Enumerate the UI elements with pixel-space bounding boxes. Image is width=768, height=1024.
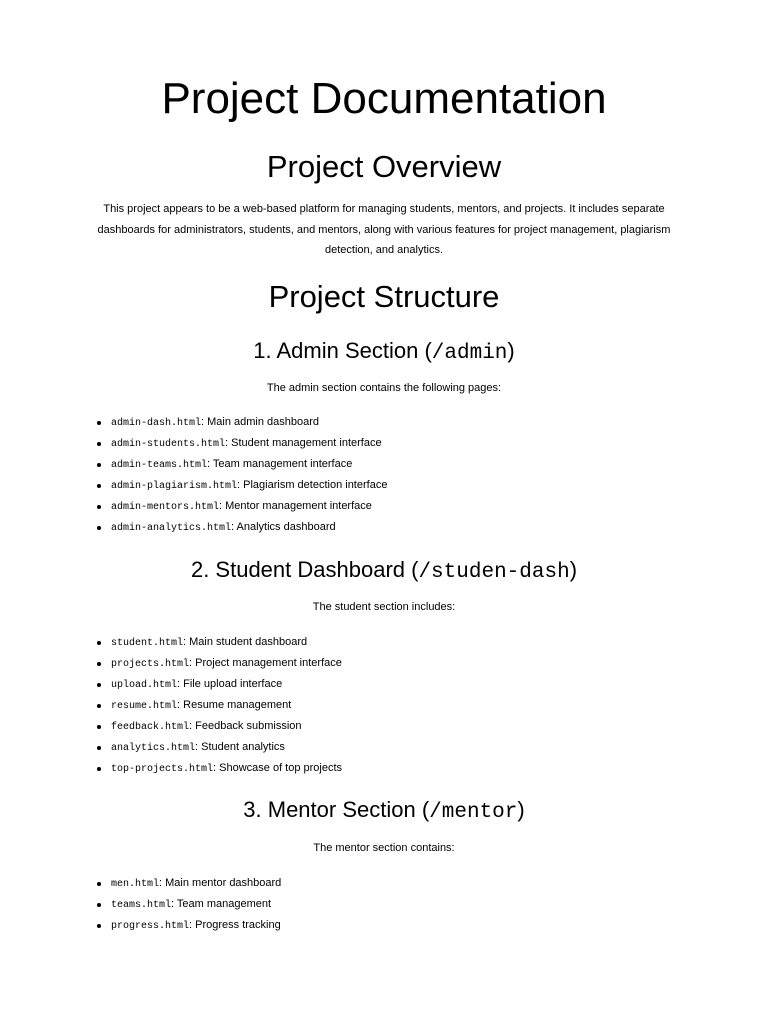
file-name: men.html xyxy=(111,879,160,890)
mentor-section-lead: The mentor section contains: xyxy=(313,842,455,854)
file-name: feedback.html xyxy=(111,722,190,733)
list-item xyxy=(0,758,768,779)
bullet-icon xyxy=(97,421,101,425)
file-description: : Showcase of top projects xyxy=(213,762,343,774)
file-name: upload.html xyxy=(111,680,178,691)
student-file-list xyxy=(0,632,768,779)
mentor-heading-suffix: ) xyxy=(517,797,525,822)
file-description: : Resume management xyxy=(177,699,292,711)
bullet-icon xyxy=(97,505,101,509)
file-name: analytics.html xyxy=(111,743,196,754)
mentor-section-heading xyxy=(0,796,768,827)
file-name: admin-plagiarism.html xyxy=(111,481,238,492)
page-title: Project Documentation xyxy=(161,74,607,123)
list-item xyxy=(0,433,768,454)
list-item xyxy=(0,496,768,517)
file-name: admin-analytics.html xyxy=(111,523,232,534)
file-description: : Student analytics xyxy=(195,741,285,753)
file-description: : Mentor management interface xyxy=(219,500,372,512)
mentor-path: /mentor xyxy=(429,801,518,824)
file-description: : Team management interface xyxy=(207,458,353,470)
admin-section-lead: The admin section contains the following pages: xyxy=(266,382,502,394)
file-name: admin-students.html xyxy=(111,439,226,450)
structure-heading: Project Structure xyxy=(268,279,500,314)
bullet-icon xyxy=(97,641,101,645)
admin-heading-prefix: 1. Admin Section ( xyxy=(253,338,432,363)
file-description: : Student management interface xyxy=(225,437,382,449)
student-section-lead: The student section includes: xyxy=(312,601,456,613)
file-name: resume.html xyxy=(111,701,178,712)
admin-section-heading xyxy=(0,337,768,368)
list-item xyxy=(0,412,768,433)
bullet-icon xyxy=(97,725,101,729)
student-heading-prefix: 2. Student Dashboard ( xyxy=(190,557,419,582)
file-description: : Main admin dashboard xyxy=(201,416,320,428)
file-description: : Progress tracking xyxy=(189,919,281,931)
list-item xyxy=(0,674,768,695)
admin-path: /admin xyxy=(431,342,508,365)
list-item xyxy=(0,915,768,936)
bullet-icon xyxy=(97,526,101,530)
file-description: : Project management interface xyxy=(189,657,342,669)
bullet-icon xyxy=(97,662,101,666)
file-description: : Main mentor dashboard xyxy=(159,877,282,889)
file-name: top-projects.html xyxy=(111,764,214,775)
list-item xyxy=(0,894,768,915)
bullet-icon xyxy=(97,683,101,687)
admin-heading-suffix: ) xyxy=(507,338,515,363)
bullet-icon xyxy=(97,463,101,467)
student-path: /studen-dash xyxy=(418,561,570,584)
bullet-icon xyxy=(97,767,101,771)
bullet-icon xyxy=(97,442,101,446)
file-name: teams.html xyxy=(111,900,172,911)
bullet-icon xyxy=(97,484,101,488)
list-item xyxy=(0,737,768,758)
file-name: admin-mentors.html xyxy=(111,502,220,513)
file-description: : Analytics dashboard xyxy=(231,521,336,533)
file-description: : Team management xyxy=(171,898,272,910)
list-item xyxy=(0,454,768,475)
file-description: : Feedback submission xyxy=(189,720,302,732)
bullet-icon xyxy=(97,882,101,886)
file-description: : File upload interface xyxy=(177,678,283,690)
file-description: : Plagiarism detection interface xyxy=(237,479,388,491)
student-section-heading xyxy=(0,556,768,587)
file-name: progress.html xyxy=(111,921,190,932)
bullet-icon xyxy=(97,746,101,750)
file-name: admin-teams.html xyxy=(111,460,208,471)
list-item xyxy=(0,632,768,653)
list-item xyxy=(0,517,768,538)
file-name: student.html xyxy=(111,638,184,649)
mentor-heading-prefix: 3. Mentor Section ( xyxy=(243,797,430,822)
mentor-file-list xyxy=(0,873,768,936)
student-heading-suffix: ) xyxy=(569,557,578,582)
admin-file-list xyxy=(0,412,768,538)
file-description: : Main student dashboard xyxy=(183,636,308,648)
list-item xyxy=(0,716,768,737)
list-item xyxy=(0,873,768,894)
bullet-icon xyxy=(97,903,101,907)
list-item xyxy=(0,653,768,674)
file-name: projects.html xyxy=(111,659,190,670)
file-name: admin-dash.html xyxy=(111,418,202,429)
overview-heading: Project Overview xyxy=(266,149,502,184)
overview-text: This project appears to be a web-based platform for managing students, mentors, and projects. It includes separate dashboards for administrators, students, and mentors, along with various features for project management, plagiarism detection, and analytics. xyxy=(97,203,671,256)
list-item xyxy=(0,695,768,716)
bullet-icon xyxy=(97,924,101,928)
list-item xyxy=(0,475,768,496)
bullet-icon xyxy=(97,704,101,708)
